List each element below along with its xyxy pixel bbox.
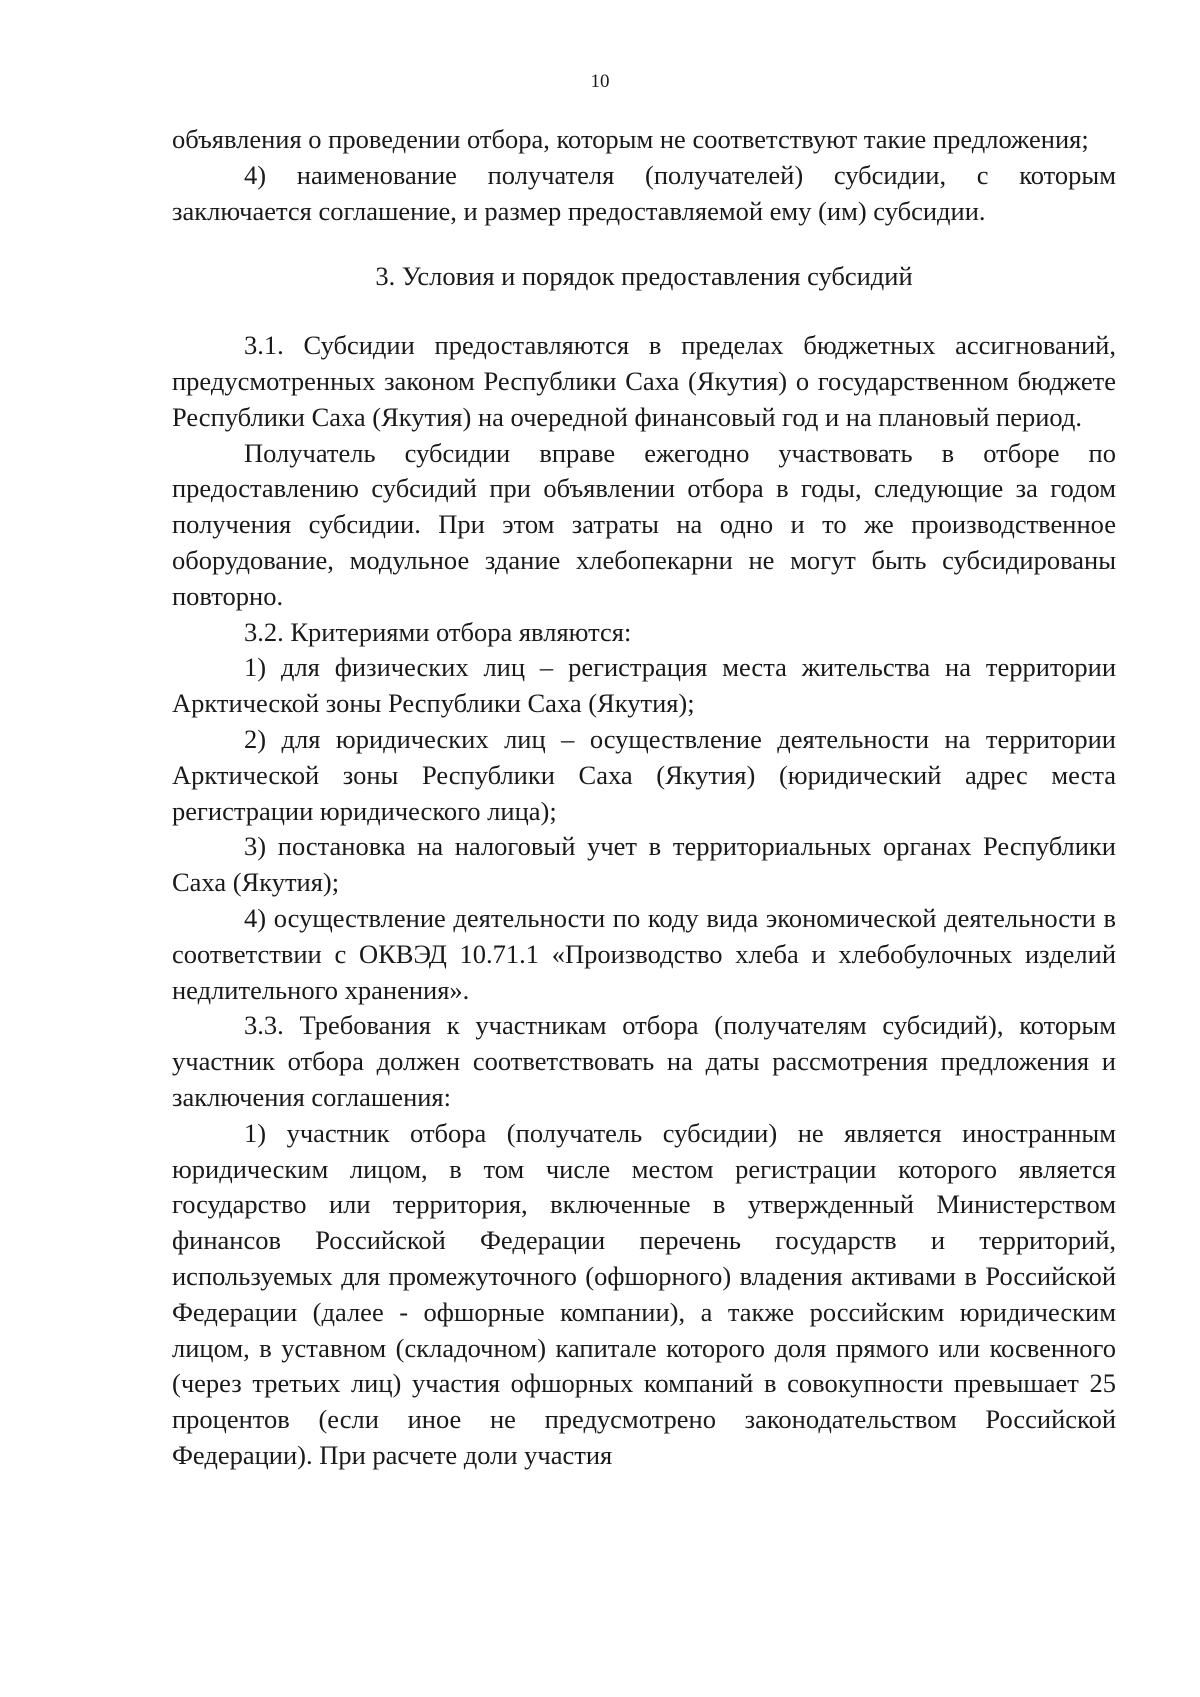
document-body [172,122,1116,1474]
list-item-4-recipient-name: 4) наименование получателя (получателей) субсидии, с которым заключается соглашение, и размер предоставляемой ему (им) субсидии. [172,159,1116,226]
criterion-4-okved: 4) осуществление деятельности по коду вида экономической деятельности в соответствии с ОКВЭД 10.71.1 «Производство хлеба и хлебобулочных изделий недлительного хранения». [172,902,1116,1005]
criterion-2-legal-entities: 2) для юридических лиц – осуществление деятельности на территории Арктической зоны Республики Саха (Якутия) (юридический адрес места регистрации юридического лица); [172,723,1116,826]
page-number: 10 [590,71,610,92]
clause-3-3: 3.3. Требования к участникам отбора (получателям субсидий), которым участник отбора должен соответствовать на даты рассмотрения предложения и заключения соглашения: [172,1010,1116,1112]
requirement-1-offshore: 1) участник отбора (получатель субсидии) не является иностранным юридическим лицом, в том числе местом регистрации которого является государство или территория, включенные в утвержденный Министерством финансов Российской Федерации перечень государств и территорий, используемых для промежуточного (офшорного) владения активами в Российской Федерации (далее - офшорные компании), а также российским юридическим лицом, в уставном (складочном) капитале которого доля прямого или косвенного (через третьих лиц) участия офшорных компаний в совокупности превышает 25 процентов (если иное не предусмотрено законодательством Российской Федерации). При расчете доли участия [172,1117,1116,1470]
clause-3-1: 3.1. Субсидии предоставляются в пределах бюджетных ассигнований, предусмотренных законом Республики Саха (Якутия) о государственном бюджете Республики Саха (Якутия) на очередной финансовый год и на плановый период. [172,330,1116,432]
criterion-3-tax-registration: 3) постановка на налоговый учет в территориальных органах Республики Саха (Якутия); [172,831,1116,898]
section-heading-3: 3. Условия и порядок предоставления субсидий [375,261,913,292]
paragraph-continuation: объявления о проведении отбора, которым не соответствуют такие предложения; [172,124,1089,154]
criterion-1-individuals: 1) для физических лиц – регистрация места жительства на территории Арктической зоны Республики Саха (Якутия); [172,652,1116,719]
clause-3-1-recipient-annual: Получатель субсидии вправе ежегодно участвовать в отборе по предоставлению субсидий при объявлении отбора в годы, следующие за годом получения субсидии. При этом затраты на одно и то же производственное оборудование, модульное здание хлебопекарни не могут быть субсидированы повторно. [172,437,1116,611]
clause-3-2: 3.2. Критериями отбора являются: [244,616,632,647]
